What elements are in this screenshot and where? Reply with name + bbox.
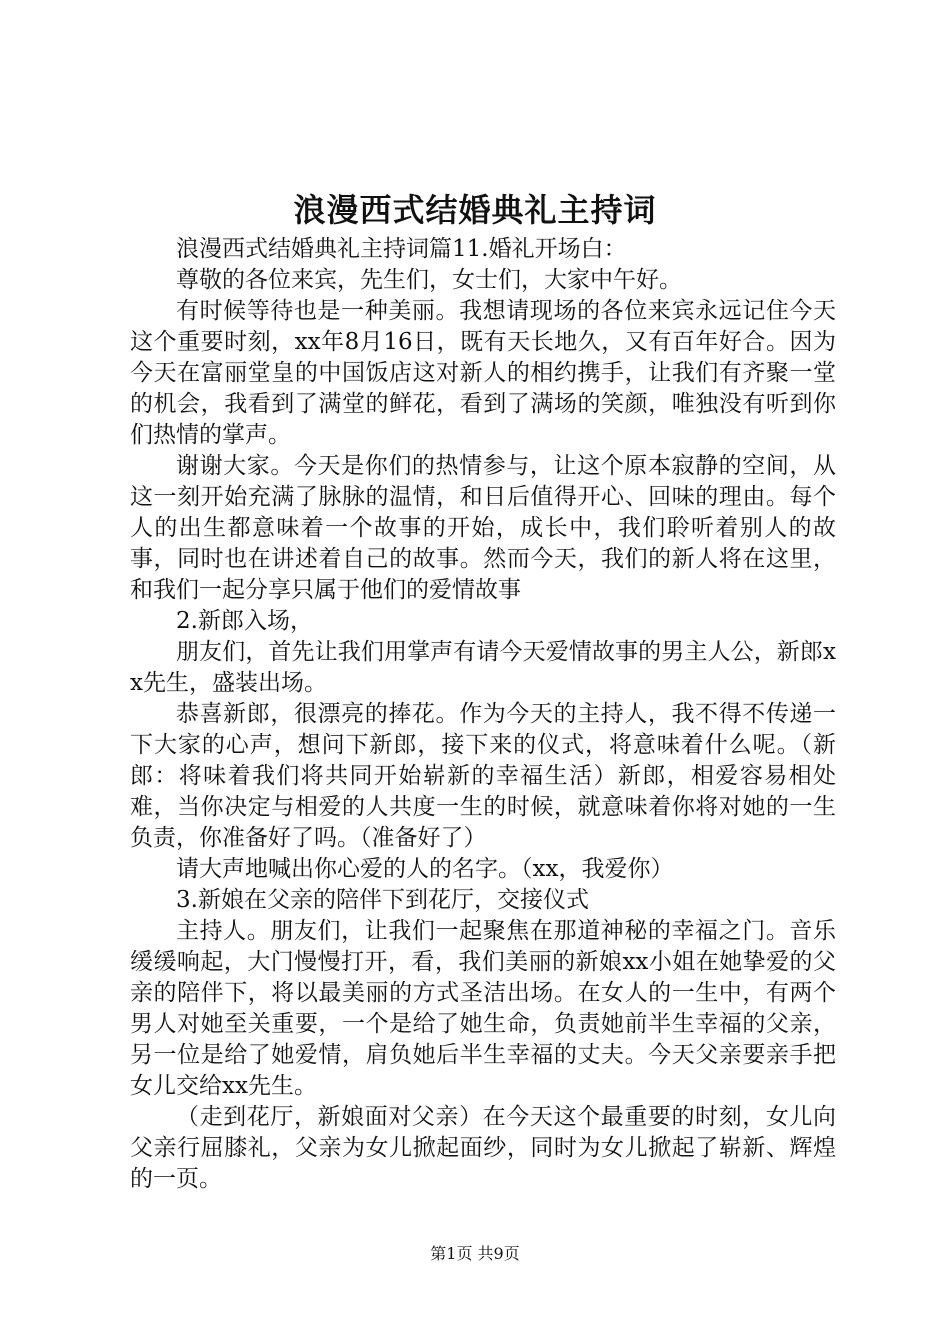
paragraph-2: 尊敬的各位来宾，先生们，女士们，大家中午好。	[176, 267, 682, 293]
document-body	[130, 234, 836, 1195]
paragraph-7: 恭喜新郎，很漂亮的捧花。作为今天的主持人，我不得不传递一下大家的心声，想问下新郎，接下来的仪式，将意味着什么呢。（新郎：将味着我们将共同开始崭新的幸福生活）新郎，相爱容易相处难，当你决定与相爱的人共度一生的时候，就意味着你将对她的一生负责，你准备好了吗。（准备好了）	[130, 701, 836, 851]
paragraph-1: 浪漫西式结婚典礼主持词篇11.婚礼开场白：	[176, 236, 627, 262]
paragraph-4: 谢谢大家。今天是你们的热情参与，让这个原本寂静的空间，从这一刻开始充满了脉脉的温情，和日后值得开心、回味的理由。每个人的出生都意味着一个故事的开始，成长中，我们聆听着别人的故事，同时也在讲述着自己的故事。然而今天，我们的新人将在这里，和我们一起分享只属于他们的爱情故事	[130, 453, 836, 603]
paragraph-9: 3.新娘在父亲的陪伴下到花厅，交接仪式	[176, 887, 589, 913]
paragraph-8: 请大声地喊出你心爱的人的名字。（xx，我爱你）	[176, 856, 674, 882]
paragraph-11: （走到花厅，新娘面对父亲）在今天这个最重要的时刻，女儿向父亲行屈膝礼，父亲为女儿掀起面纱，同时为女儿掀起了崭新、辉煌的一页。	[130, 1104, 836, 1192]
page-footer: 第1页 共9页	[430, 1244, 520, 1263]
paragraph-6: 朋友们，首先让我们用掌声有请今天爱情故事的男主人公，新郎xx先生，盛装出场。	[130, 639, 836, 696]
document-title: 浪漫西式结婚典礼主持词	[293, 191, 657, 229]
paragraph-5: 2.新郎入场，	[176, 608, 313, 634]
paragraph-10: 主持人。朋友们，让我们一起聚焦在那道神秘的幸福之门。音乐缓缓响起，大门慢慢打开，看，我们美丽的新娘xx小姐在她挚爱的父亲的陪伴下，将以最美丽的方式圣洁出场。在女人的一生中，有两个男人对她至关重要，一个是给了她生命，负责她前半生幸福的父亲，另一位是给了她爱情，肩负她后半生幸福的丈夫。今天父亲要亲手把女儿交给xx先生。	[130, 918, 836, 1099]
paragraph-3: 有时候等待也是一种美丽。我想请现场的各位来宾永远记住今天这个重要时刻，xx年8月16日，既有天长地久，又有百年好合。因为今天在富丽堂皇的中国饭店这对新人的相约携手，让我们有齐聚一堂的机会，我看到了满堂的鲜花，看到了满场的笑颜，唯独没有听到你们热情的掌声。	[130, 298, 836, 448]
